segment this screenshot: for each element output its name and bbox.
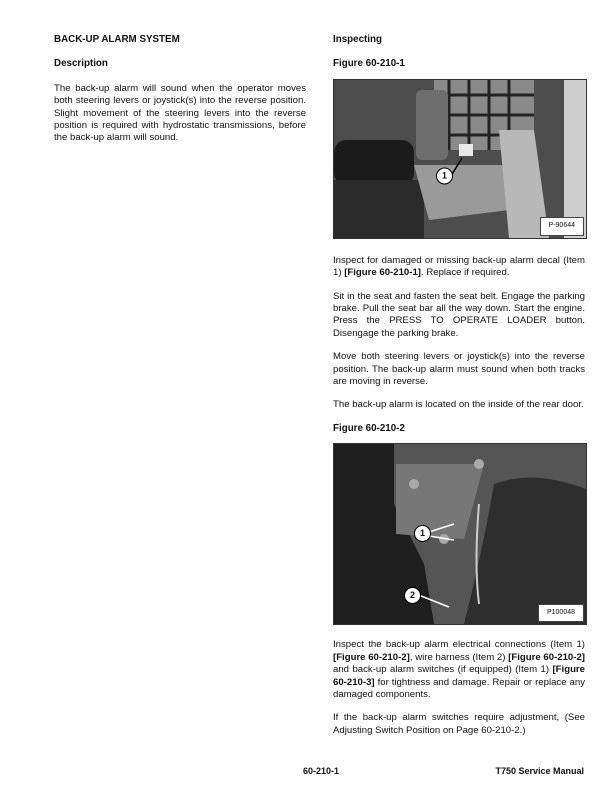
- description-heading: Description: [54, 58, 108, 70]
- paragraph-seat: Sit in the seat and fasten the seat belt. Engage the parking brake. Pull the seat bar all the way down. Start the engine. Press the PRESS TO OPERATE LOADER button. Disengage the parking brake.: [333, 290, 585, 339]
- paragraph-adjustment: If the back-up alarm switches require adjustment, (See Adjusting Switch Position on Page 60-210-2.): [333, 712, 585, 736]
- manual-title: T750 Service Manual: [495, 766, 584, 776]
- right-column: [333, 34, 585, 748]
- figure1-code: P-90644: [540, 217, 584, 235]
- figure1-label: Figure 60-210-1: [333, 58, 405, 70]
- left-column: [54, 34, 306, 156]
- figure1-callout-1: 1: [436, 167, 453, 184]
- paragraph-move-levers: Move both steering levers or joystick(s) into the reverse position. The back-up alarm must sound when both tracks are moving in reverse.: [333, 351, 585, 388]
- paragraph-location: The back-up alarm is located on the inside of the rear door.: [333, 399, 584, 411]
- figure2-callout-2: 2: [404, 587, 421, 604]
- figure1-image: [333, 79, 587, 239]
- page-number: 60-210-1: [303, 766, 340, 776]
- section-title: BACK-UP ALARM SYSTEM: [54, 34, 180, 45]
- paragraph-electrical: Inspect the back-up alarm electrical connections (Item 1) [Figure 60-210-2], wire harness (Item 2) [Figure 60-210-2] and back-up alarm switches (if equipped) (Item 1) [Figure 60-210-3] for tightness and damage. Repair or replace any damaged components.: [333, 639, 585, 700]
- figure2-label: Figure 60-210-2: [333, 422, 405, 434]
- figure2-code: P100048: [538, 604, 584, 622]
- figure2-image: [333, 443, 587, 625]
- description-paragraph: The back-up alarm will sound when the operator moves both steering levers or joystick(s) into the reverse position. Slight movement of the steering levers into the reverse position is required with hydrostatic transmissions, before the back-up alarm will sound.: [54, 82, 306, 144]
- figure2-callout-1: 1: [414, 525, 431, 542]
- figure-ref: [Figure 60-210-1]: [344, 267, 421, 279]
- paragraph-inspect-decal: Inspect for damaged or missing back-up alarm decal (Item 1) [Figure 60-210-1]. Replace if required.: [333, 254, 585, 279]
- inspecting-heading: Inspecting: [333, 34, 382, 45]
